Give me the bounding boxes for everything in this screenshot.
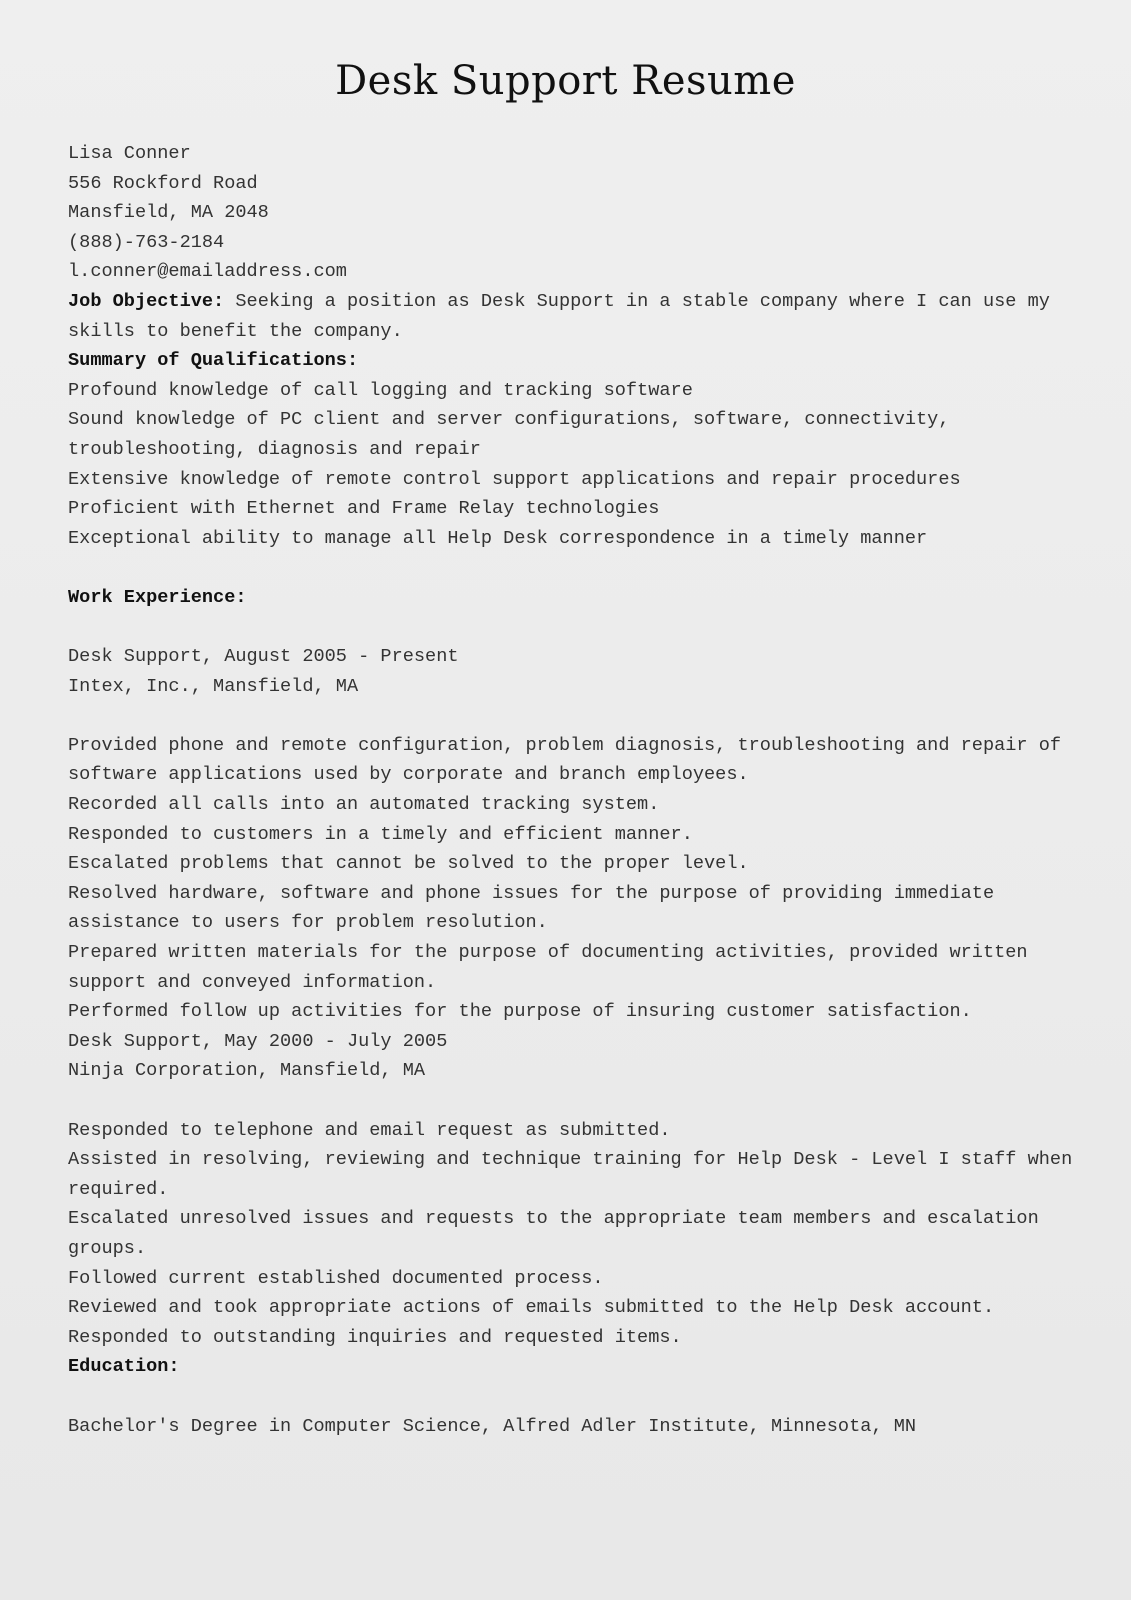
job-duty: Recorded all calls into an automated tracking system.	[68, 794, 660, 816]
job-duty: Responded to outstanding inquiries and requested items.	[68, 1326, 682, 1348]
qualifications-heading: Summary of Qualifications:	[68, 350, 359, 372]
contact-email: l.conner@emailaddress.com	[68, 261, 347, 283]
page-title: Desk Support Resume	[335, 58, 796, 104]
contact-city: Mansfield, MA 2048	[68, 202, 269, 224]
job-duty: Resolved hardware, software and phone issues for the purpose of providing immediate assistance to users for problem resolution.	[68, 882, 995, 934]
qualification-item: Sound knowledge of PC client and server configurations, software, connectivity, troubleshooting, diagnosis and repair	[68, 409, 950, 460]
job-duty: Responded to telephone and email request as submitted.	[68, 1119, 671, 1141]
qualification-item: Extensive knowledge of remote control support applications and repair procedures	[68, 468, 961, 490]
contact-phone: (888)-763-2184	[68, 231, 225, 253]
education-heading: Education:	[68, 1356, 180, 1378]
education-item: Bachelor's Degree in Computer Science, Alfred Adler Institute, Minnesota, MN	[68, 1415, 917, 1437]
contact-address: 556 Rockford Road	[68, 172, 258, 194]
qualification-item: Exceptional ability to manage all Help Desk correspondence in a timely manner	[68, 527, 928, 549]
job-title: Desk Support, May 2000 - July 2005	[68, 1030, 448, 1052]
experience-heading: Work Experience:	[68, 586, 247, 608]
contact-name: Lisa Conner	[68, 143, 191, 164]
qualification-item: Profound knowledge of call logging and tracking software	[68, 379, 693, 401]
qualifications-list	[68, 376, 1078, 554]
job-duty: Performed follow up activities for the purpose of insuring customer satisfaction.	[68, 1001, 972, 1023]
job-duty: Reviewed and took appropriate actions of emails submitted to the Help Desk account.	[68, 1297, 995, 1319]
job-duty: Assisted in resolving, reviewing and technique training for Help Desk - Level I staff when required.	[68, 1149, 1073, 1200]
spacer	[68, 701, 1078, 731]
spacer	[68, 1382, 1078, 1412]
spacer	[68, 553, 1078, 583]
job-entry	[68, 642, 1078, 1027]
spacer	[68, 1086, 1078, 1116]
job-entry	[68, 1027, 1078, 1353]
job-company: Intex, Inc., Mansfield, MA	[68, 675, 359, 697]
spacer	[68, 613, 1078, 643]
job-title: Desk Support, August 2005 - Present	[68, 646, 459, 668]
contact-block	[68, 139, 1078, 287]
qualification-item: Proficient with Ethernet and Frame Relay technologies	[68, 498, 660, 520]
job-objective-label: Job Objective:	[68, 290, 225, 312]
job-duty: Escalated problems that cannot be solved to the proper level.	[68, 853, 749, 875]
job-duty: Prepared written materials for the purpose of documenting activities, provided written support and conveyed information.	[68, 942, 1028, 993]
job-duty: Followed current established documented process.	[68, 1267, 604, 1289]
resume-body	[68, 139, 1078, 1441]
job-objective	[68, 287, 1078, 346]
job-duty: Provided phone and remote configuration, problem diagnosis, troubleshooting and repair of software applications used by corporate and branch employees.	[68, 734, 1062, 786]
job-objective-text: Seeking a position as Desk Support in a stable company where I can use my skills to benefit the company.	[68, 290, 1050, 342]
job-duty: Responded to customers in a timely and efficient manner.	[68, 823, 693, 845]
job-duty: Escalated unresolved issues and requests to the appropriate team members and escalation groups.	[68, 1208, 1039, 1259]
job-company: Ninja Corporation, Mansfield, MA	[68, 1060, 426, 1082]
